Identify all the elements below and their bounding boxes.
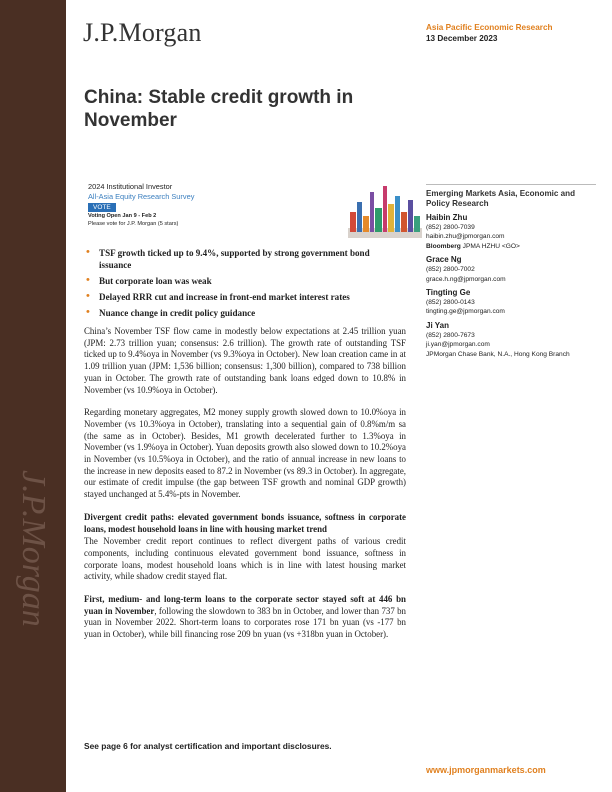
analyst-phone: (852) 2800-7002 xyxy=(426,266,475,274)
brand-sidebar xyxy=(0,0,66,792)
bullet-dot-icon: • xyxy=(86,290,90,302)
website-link[interactable]: www.jpmorganmarkets.com xyxy=(426,765,546,775)
skyline-graphic xyxy=(348,182,422,238)
bullet-dot-icon: • xyxy=(86,246,90,258)
bullet-dot-icon: • xyxy=(86,274,90,286)
bullet-item: • Delayed RRR cut and increase in front-end market interest rates xyxy=(86,290,350,302)
bullet-dot-icon: • xyxy=(86,306,90,318)
analyst-phone: (852) 2800-7673 xyxy=(426,331,475,339)
analyst-bloomberg: Bloomberg JPMA HZHU <GO> xyxy=(426,242,520,250)
report-body xyxy=(84,326,406,652)
key-points xyxy=(84,247,404,323)
analyst-email[interactable]: tingting.ge@jpmorgan.com xyxy=(426,308,505,316)
analyst-company: JPMorgan Chase Bank, N.A., Hong Kong Branch xyxy=(426,350,570,358)
section-subheading: Divergent credit paths: elevated government bonds issuance, softness in corporate loans, modest household loans in line with housing market trend xyxy=(84,511,406,534)
company-logo: J.P.Morgan xyxy=(83,18,202,47)
analyst-name: Tingting Ge xyxy=(426,288,471,298)
survey-line2: All-Asia Equity Research Survey xyxy=(88,192,195,201)
survey-banner[interactable] xyxy=(88,182,418,238)
report-title: China: Stable credit growth in November xyxy=(84,87,354,131)
analyst-email[interactable]: haibin.zhu@jpmorgan.com xyxy=(426,233,505,241)
survey-text xyxy=(88,182,194,228)
paragraph-tsf: China’s November TSF flow came in modestly below expectations at 2.45 trillion yuan (JPM: 2.73 trillion yuan; consensus: 2.6 trillion). The growth rate of outstanding TSF ticked up to 9.4%oya in November (vs 9.3%oya in October). New loan creation came in at 1.09 trillion yuan (JPM: 1,536 billion; consensus: 1,300 billion), compared to 738 billion yuan in October. The growth rate of outstanding bank loans edged down to 10.8% in November (vs 10.9%oya in October). xyxy=(84,326,406,395)
survey-line1: 2024 Institutional Investor xyxy=(88,182,173,191)
analyst-name: Ji Yan xyxy=(426,320,449,330)
department-label: Asia Pacific Economic Research xyxy=(426,23,553,32)
analyst-name: Grace Ng xyxy=(426,255,462,265)
bullet-item: • Nuance change in credit policy guidance xyxy=(86,306,256,318)
report-header xyxy=(426,23,553,43)
survey-line4: Please vote for J.P. Morgan (5 stars) xyxy=(88,221,179,227)
bullet-item: • TSF growth ticked up to 9.4%, supported by strong government bond issuance xyxy=(86,246,370,270)
paragraph-credit-paths: The November credit report continues to reflect divergent paths of various credit components, including continuous elevated government bond issuance, softness in corporate loans, modest household loans which is in line with latest housing market activity, while shadow credit stayed flat. xyxy=(84,536,406,582)
paragraph-corporate-loans: First, medium- and long-term loans to the corporate sector stayed soft at 446 bn yuan in November, following the slowdown to 383 bn in October, and lower than 737 bn yuan in November 2022. Short-term loans to corporates rose 171 bn yuan (vs -177 bn yuan in October), while bill financing rose 209 bn yuan (vs +318bn yuan in October). xyxy=(84,594,406,640)
survey-line3: Voting Open Jan 9 - Feb 2 xyxy=(88,213,157,219)
analyst-email[interactable]: grace.h.ng@jpmorgan.com xyxy=(426,275,506,283)
analyst-phone: (852) 2800-7039 xyxy=(426,224,475,231)
analyst-panel xyxy=(426,184,596,359)
logo-watermark: J.P.Morgan xyxy=(15,470,52,627)
analyst-phone: (852) 2800-0143 xyxy=(426,299,475,307)
report-date: 13 December 2023 xyxy=(426,34,498,43)
disclosure-note: See page 6 for analyst certification and important disclosures. xyxy=(84,741,332,751)
bullet-item: • But corporate loan was weak xyxy=(86,274,212,286)
research-group: Emerging Markets Asia, Economic and Policy Research xyxy=(426,184,596,209)
vote-badge[interactable]: VOTE xyxy=(88,203,116,212)
analyst-name: Haibin Zhu xyxy=(426,213,468,222)
paragraph-monetary: Regarding monetary aggregates, M2 money supply growth slowed down to 10.0%oya in November (vs 10.3%oya in October), translating into a sequential gain of 0.8%m/m sa (the same as in October). Besides, M1 growth decelerated further to 1.3%oya in November (vs 1.9%oya in October). Yuan deposits growth also slowed down to 10.2%oya in November (vs 10.5%oya in October), and the ratio of annual increase in new loans to the increase in new deposits eased to 87.2 in November (vs 89.3 in October). In aggregate, our estimate of credit impulse (the gap between TSF growth and nominal GDP growth) stayed unchanged at 5.4%-pts in November. xyxy=(84,407,406,500)
analyst-email[interactable]: ji.yan@jpmorgan.com xyxy=(426,341,490,349)
